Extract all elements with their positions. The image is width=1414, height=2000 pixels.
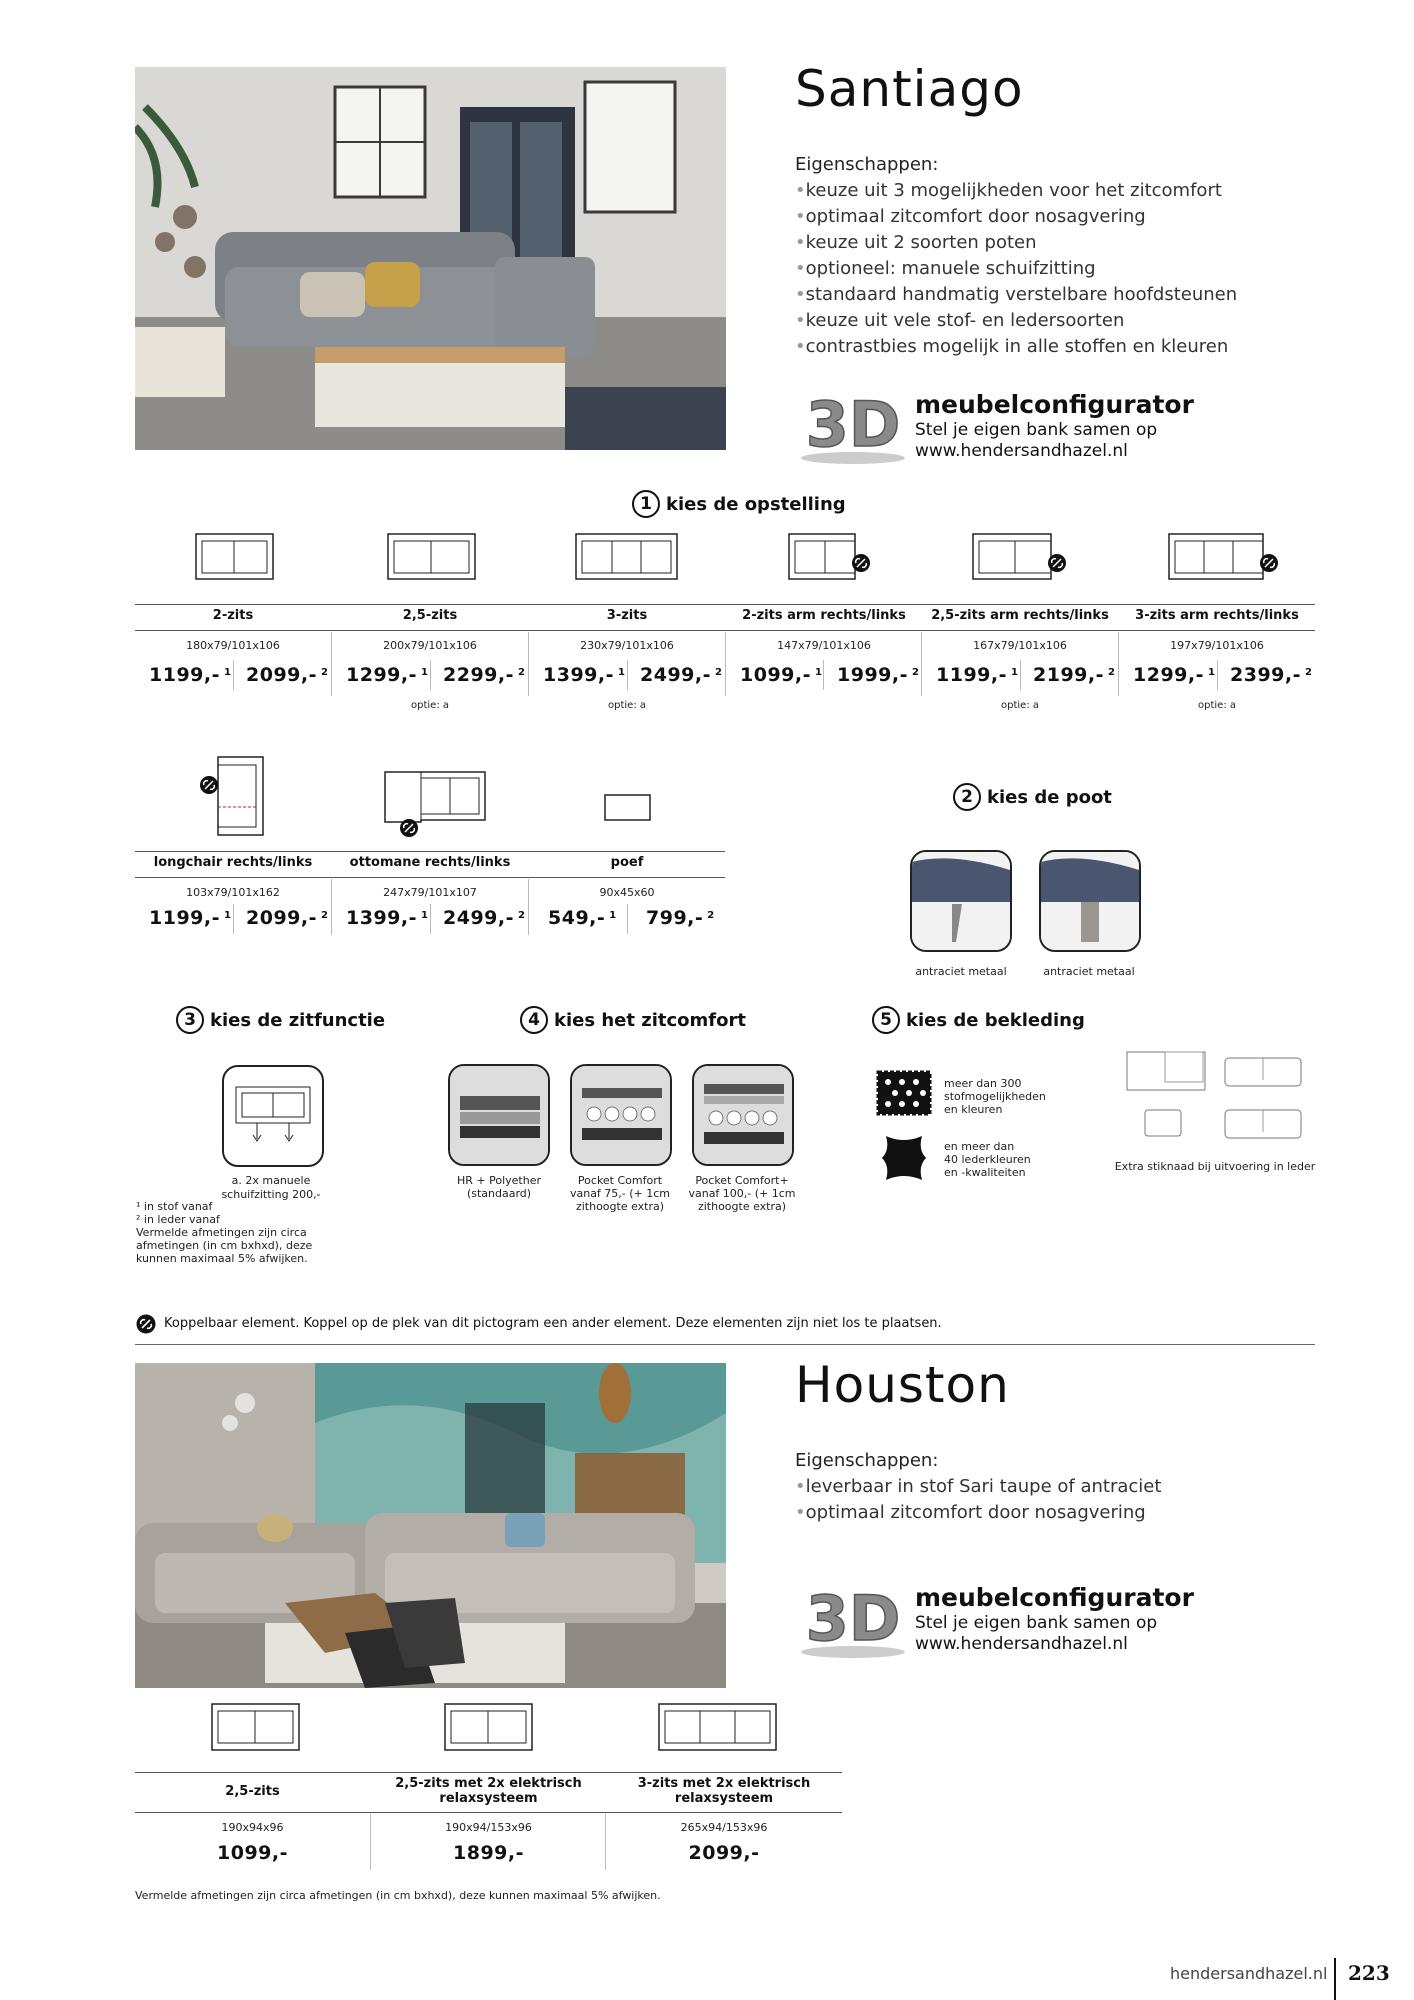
- koppelbaar-legend: Koppelbaar element. Koppel op de plek van dit pictogram een ander element. Deze elementen zijn niet los te plaatsen.: [164, 1316, 942, 1331]
- santiago-title: Santiago: [795, 60, 1024, 118]
- santiago-photo: [135, 67, 726, 450]
- row1-col-dims: 197x79/101x106: [1170, 639, 1264, 652]
- step4-label: kies het zitcomfort: [554, 1009, 746, 1031]
- footer-url[interactable]: hendersandhazel.nl: [1170, 1964, 1328, 1983]
- zitfunctie-slide-icon: [222, 1065, 324, 1167]
- houston-photo: [135, 1363, 726, 1688]
- row1-price-leather: 1999,- $^2$: [837, 664, 920, 686]
- santiago-prop: • contrastbies mogelijk in alle stoffen en kleuren: [795, 334, 1237, 360]
- comfort-caption: HR + Polyether (standaard): [456, 1174, 541, 1200]
- row2-col-header: longchair rechts/links: [153, 855, 313, 870]
- leg-option-block[interactable]: [1039, 850, 1141, 952]
- longchair-icon: [198, 755, 268, 841]
- fabric-swatch-icon: [874, 1068, 934, 1122]
- row1-col-dims: 200x79/101x106: [383, 639, 477, 652]
- footnotes: [136, 1200, 312, 1265]
- row2-price-leather: 2499,- $^2$: [443, 907, 526, 929]
- row1-top-line: [135, 604, 1315, 605]
- poef-icon: [604, 794, 652, 826]
- sofa-3zits-arm-icon: [1168, 533, 1280, 591]
- row1-option: optie: a: [1001, 700, 1039, 711]
- ottomane-icon: [383, 770, 487, 844]
- zitfunctie-caption-2: schuifzitting 200,-: [221, 1188, 321, 1201]
- row1-col-header: 2,5-zits arm rechts/links: [931, 608, 1109, 623]
- santiago-prop: • keuze uit 2 soorten poten: [795, 230, 1237, 256]
- houston-col-header: 2,5-zits met 2x elektrisch relaxsysteem: [395, 1776, 582, 1806]
- leg-option-angled[interactable]: [910, 850, 1012, 952]
- houston-col-dims: 190x94x96: [221, 1821, 284, 1834]
- row1-option: optie: a: [608, 700, 646, 711]
- price-divider: [430, 904, 431, 934]
- price-divider: [1217, 660, 1218, 690]
- santiago-prop: • optioneel: manuele schuifzitting: [795, 256, 1237, 282]
- price-divider: [233, 660, 234, 690]
- row2-price-fabric: 1199,- $^1$: [149, 907, 232, 929]
- row1-price-fabric: 1299,- $^1$: [346, 664, 429, 686]
- step3-label: kies de zitfunctie: [210, 1009, 386, 1031]
- row1-option: optie: a: [1198, 700, 1236, 711]
- page-number: 223: [1348, 1961, 1390, 1985]
- row1-price-fabric: 1199,- $^1$: [936, 664, 1019, 686]
- row1-price-leather: 2399,- $^2$: [1230, 664, 1313, 686]
- comfort-hr-polyether[interactable]: [448, 1064, 550, 1166]
- configurator-3d-logo-text: 3D: [805, 388, 901, 461]
- price-divider: [627, 660, 628, 690]
- houston-price: 2099,-: [688, 1842, 760, 1864]
- step3-number: 3: [176, 1006, 204, 1034]
- footnote: kunnen maximaal 5% afwijken.: [136, 1252, 308, 1265]
- configurator-title: meubelconfigurator: [915, 390, 1194, 419]
- row1-mid-line: [135, 630, 1315, 631]
- row1-col-header: 3-zits arm rechts/links: [1135, 608, 1299, 623]
- houston-note: Vermelde afmetingen zijn circa afmetingen (in cm bxhxd), deze kunnen maximaal 5% afwijken.: [135, 1889, 661, 1902]
- step4-number: 4: [520, 1006, 548, 1034]
- row1-col-header: 2-zits arm rechts/links: [742, 608, 906, 623]
- leather-text: en meer dan 40 lederkleuren en -kwaliteiten: [944, 1140, 1031, 1179]
- houston-prop: • leverbaar in stof Sari taupe of antraciet: [795, 1474, 1161, 1500]
- row1-price-leather: 2299,- $^2$: [443, 664, 526, 686]
- stitch-sofas-illustration: [1125, 1050, 1305, 1154]
- price-divider: [233, 904, 234, 934]
- comfort-pocket[interactable]: [570, 1064, 672, 1166]
- row1-col-dims: 147x79/101x106: [777, 639, 871, 652]
- houston-price: 1899,-: [453, 1842, 524, 1864]
- footer-divider: [1334, 1958, 1336, 2000]
- row1-price-fabric: 1199,- $^1$: [149, 664, 232, 686]
- row1-price-leather: 2099,- $^2$: [246, 664, 329, 686]
- footnote: Vermelde afmetingen zijn circa: [136, 1226, 307, 1239]
- step5-label: kies de bekleding: [906, 1009, 1085, 1031]
- row2-mid-line: [135, 877, 725, 878]
- stitch-caption: Extra stiknaad bij uitvoering in leder: [1114, 1160, 1316, 1173]
- row1-price-fabric: 1399,- $^1$: [543, 664, 626, 686]
- houston-col-header: 3-zits met 2x elektrisch relaxsysteem: [637, 1776, 811, 1806]
- step1-number: 1: [632, 490, 660, 518]
- configurator-3d-logo-text: 3D: [805, 1582, 901, 1655]
- price-divider: [1020, 660, 1021, 690]
- row2-top-line: [135, 851, 725, 852]
- sofa-2zits-arm-icon: [788, 533, 872, 591]
- santiago-props-heading: Eigenschappen:: [795, 154, 939, 175]
- houston-col-dims: 190x94/153x96: [445, 1821, 532, 1834]
- sofa-3zits-icon: [575, 533, 679, 585]
- price-divider: [430, 660, 431, 690]
- footnote: ² in leder vanaf: [136, 1213, 220, 1226]
- sofa-25zits-arm-icon: [972, 533, 1068, 591]
- comfort-pocket-plus[interactable]: [692, 1064, 794, 1166]
- step2-heading: [953, 783, 1112, 811]
- row2-price-leather: 2099,- $^2$: [246, 907, 329, 929]
- footnote: ¹ in stof vanaf: [136, 1200, 213, 1213]
- section-divider: [135, 1344, 1315, 1345]
- row2-col-dims: 90x45x60: [599, 886, 655, 899]
- row2-col-dims: 247x79/101x107: [383, 886, 477, 899]
- row2-col-header: poef: [610, 855, 644, 870]
- configurator-title: meubelconfigurator: [915, 1583, 1194, 1612]
- step1-heading: [632, 490, 846, 518]
- step3-heading: [176, 1006, 385, 1034]
- price-divider: [627, 904, 628, 934]
- comfort-caption: Pocket Comfort vanaf 75,- (+ 1cm zithoogte extra): [569, 1174, 671, 1213]
- santiago-prop: • keuze uit vele stof- en ledersoorten: [795, 308, 1237, 334]
- santiago-props-list: [795, 178, 1237, 360]
- santiago-prop: • optimaal zitcomfort door nosagvering: [795, 204, 1237, 230]
- houston-3zits-relax-icon: [658, 1703, 778, 1757]
- row1-col-dims: 230x79/101x106: [580, 639, 674, 652]
- row2-price-leather: 799,- $^2$: [646, 907, 715, 929]
- row2-price-fabric: 1399,- $^1$: [346, 907, 429, 929]
- leg-caption: antraciet metaal: [915, 965, 1007, 978]
- houston-props-heading: Eigenschappen:: [795, 1450, 939, 1471]
- row1-col-header: 3-zits: [606, 608, 648, 623]
- row1-price-fabric: 1299,- $^1$: [1133, 664, 1216, 686]
- koppelbaar-icon: [136, 1314, 156, 1334]
- configurator-3d-logo: [798, 1582, 908, 1660]
- row2-col-header: ottomane rechts/links: [349, 855, 511, 870]
- houston-col-dims: 265x94/153x96: [680, 1821, 768, 1834]
- row1-col-dims: 167x79/101x106: [973, 639, 1067, 652]
- row1-option: optie: a: [411, 700, 449, 711]
- row1-col-header: 2-zits: [212, 608, 254, 623]
- row2-col-dims: 103x79/101x162: [186, 886, 280, 899]
- sofa-25zits-icon: [387, 533, 477, 585]
- houston-mid-line: [135, 1812, 842, 1813]
- row1-price-leather: 2199,- $^2$: [1033, 664, 1116, 686]
- row1-price-fabric: 1099,- $^1$: [740, 664, 823, 686]
- configurator-url[interactable]: www.hendersandhazel.nl: [915, 441, 1128, 461]
- houston-title: Houston: [795, 1356, 1010, 1414]
- row2-price-fabric: 549,- $^1$: [548, 907, 617, 929]
- houston-col-header: 2,5-zits: [225, 1784, 280, 1799]
- row1-col-header: 2,5-zits: [402, 608, 458, 623]
- step5-heading: [872, 1006, 1085, 1034]
- step4-heading: [520, 1006, 746, 1034]
- step5-number: 5: [872, 1006, 900, 1034]
- price-divider: [823, 660, 824, 690]
- sofa-2zits-icon: [195, 533, 275, 585]
- houston-props-list: [795, 1474, 1161, 1526]
- configurator-line1: Stel je eigen bank samen op: [915, 420, 1158, 440]
- comfort-caption: Pocket Comfort+ vanaf 100,- (+ 1cm zithoogte extra): [688, 1174, 796, 1213]
- houston-price: 1099,-: [217, 1842, 288, 1864]
- row1-price-leather: 2499,- $^2$: [640, 664, 723, 686]
- houston-top-line: [135, 1772, 842, 1773]
- zitfunctie-caption-1: a. 2x manuele: [231, 1174, 311, 1187]
- configurator-3d-logo: [798, 388, 908, 466]
- row1-col-dims: 180x79/101x106: [186, 639, 280, 652]
- houston-25zits-icon: [211, 1703, 301, 1757]
- fabric-text: meer dan 300 stofmogelijkheden en kleuren: [944, 1077, 1046, 1116]
- step2-number: 2: [953, 783, 981, 811]
- configurator-line1: Stel je eigen bank samen op: [915, 1613, 1158, 1633]
- step2-label: kies de poot: [987, 786, 1112, 808]
- configurator-url[interactable]: www.hendersandhazel.nl: [915, 1634, 1128, 1654]
- santiago-prop: • keuze uit 3 mogelijkheden voor het zitcomfort: [795, 178, 1237, 204]
- step1-label: kies de opstelling: [666, 493, 846, 515]
- houston-25zits-relax-icon: [444, 1703, 534, 1757]
- footnote: afmetingen (in cm bxhxd), deze: [136, 1239, 313, 1252]
- leather-hide-icon: [876, 1130, 932, 1190]
- leg-caption: antraciet metaal: [1043, 965, 1135, 978]
- santiago-prop: • standaard handmatig verstelbare hoofdsteunen: [795, 282, 1237, 308]
- houston-prop: • optimaal zitcomfort door nosagvering: [795, 1500, 1161, 1526]
